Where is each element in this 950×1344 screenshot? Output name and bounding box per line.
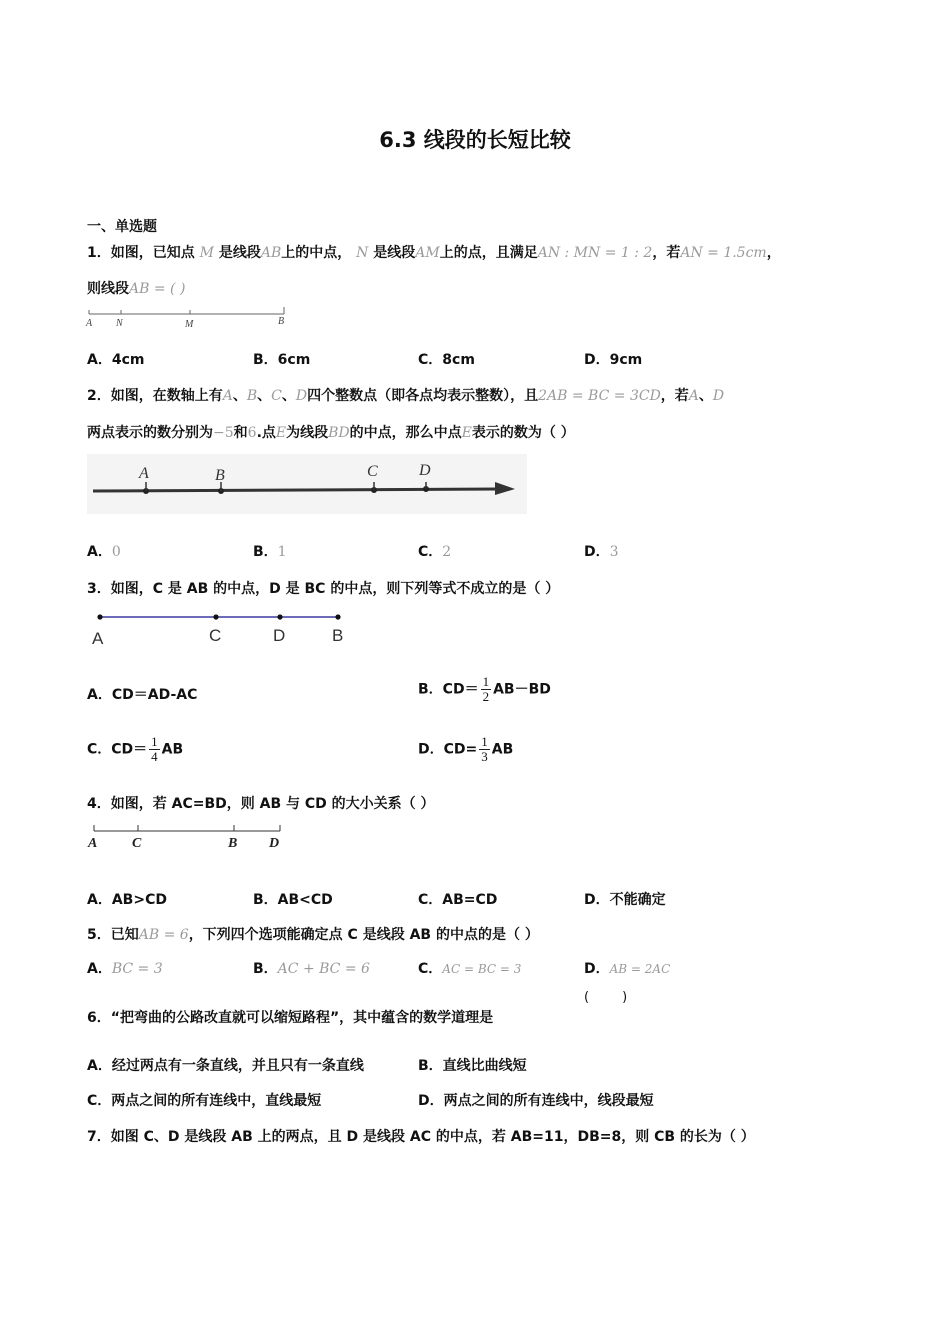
question-2-number-line <box>87 454 527 514</box>
figure-4-label-b: B <box>228 836 238 851</box>
figure-4-label-a: A <box>88 836 98 851</box>
question-1-text-cont: 则线段AB = ( ) <box>87 281 186 297</box>
question-6-option-a[interactable]: A．经过两点有一条直线，并且只有一条直线 <box>87 1058 364 1074</box>
figure-1-label-m: M <box>185 319 194 330</box>
number-line-label-d: D <box>419 462 431 479</box>
question-5-option-a[interactable]: A．BC = 3 <box>87 961 163 977</box>
question-4-option-c[interactable]: C．AB=CD <box>418 892 498 908</box>
question-2-text: 2．如图，在数轴上有A、B、C、D四个整数点（即各点均表示整数），且2AB = BC = 3CD，若A、D <box>87 388 725 404</box>
question-5-text: 5．已知AB = 6，下列四个选项能确定点 C 是线段 AB 的中点的是（ ） <box>87 927 539 943</box>
page-title: 6.3 线段的长短比较 <box>379 128 571 152</box>
question-4-option-b[interactable]: B．AB<CD <box>253 892 333 908</box>
figure-1-label-a: A <box>86 318 93 329</box>
fraction-half: $\frac{1}{2}$ <box>482 674 490 704</box>
question-3-figure <box>90 608 350 648</box>
question-3-option-b[interactable]: B．CD＝ $\frac{1}{2}$ AB－BD <box>418 674 551 704</box>
question-3-text: 3．如图，C 是 AB 的中点，D 是 BC 的中点，则下列等式不成立的是（ ） <box>87 581 560 597</box>
question-6-option-b[interactable]: B．直线比曲线短 <box>418 1058 527 1074</box>
figure-1-label-b: B <box>278 316 285 327</box>
question-3-option-c[interactable]: C．CD＝ $\frac{1}{4}$ AB <box>87 734 184 764</box>
question-4-text: 4．如图，若 AC=BD，则 AB 与 CD 的大小关系（ ） <box>87 796 435 812</box>
question-4-figure <box>88 822 298 852</box>
question-1-figure <box>86 305 296 331</box>
question-6-option-d[interactable]: D．两点之间的所有连线中，线段最短 <box>418 1093 654 1109</box>
figure-3-label-b: B <box>332 626 344 645</box>
question-1-text: 1．如图，已知点 M 是线段AB上的中点， N 是线段AM上的点，且满足AN : MN = 1 : 2，若AN = 1.5cm， <box>87 245 781 261</box>
question-5-option-d[interactable]: D．AB = 2AC <box>584 961 671 977</box>
question-3-option-a[interactable]: A．CD＝AD-AC <box>87 687 198 703</box>
question-5-option-c[interactable]: C．AC = BC = 3 <box>418 961 522 977</box>
figure-1-label-n: N <box>116 318 123 329</box>
question-6-text: 6．“把弯曲的公路改直就可以缩短路程”，其中蕴含的数学道理是 <box>87 1010 494 1026</box>
question-4-option-d[interactable]: D．不能确定 <box>584 892 666 908</box>
number-line-label-c: C <box>367 463 378 480</box>
question-2-option-c[interactable]: C．2 <box>418 544 452 560</box>
question-1-option-d[interactable]: D．9cm <box>584 352 643 368</box>
question-2-option-b[interactable]: B．1 <box>253 544 287 560</box>
question-1-option-b[interactable]: B．6cm <box>253 352 311 368</box>
section-heading: 一、单选题 <box>87 219 157 235</box>
question-2-option-a[interactable]: A．0 <box>87 544 121 560</box>
question-1-option-c[interactable]: C．8cm <box>418 352 475 368</box>
number-line-label-b: B <box>215 467 225 484</box>
question-3-option-d[interactable]: D．CD= $\frac{1}{3}$ AB <box>418 734 514 764</box>
question-6-answer-paren: ( ) <box>584 990 628 1005</box>
figure-3-label-a: A <box>92 629 104 648</box>
number-line-label-a: A <box>139 465 149 482</box>
question-2-option-d[interactable]: D．3 <box>584 544 619 560</box>
fraction-third: $\frac{1}{3}$ <box>481 734 488 764</box>
question-6-option-c[interactable]: C．两点之间的所有连线中，直线最短 <box>87 1093 322 1109</box>
figure-3-label-d: D <box>273 626 286 645</box>
figure-3-label-c: C <box>209 626 222 645</box>
figure-4-label-d: D <box>269 836 280 851</box>
figure-4-label-c: C <box>132 836 142 851</box>
fraction-quarter: $\frac{1}{4}$ <box>151 734 158 764</box>
question-4-option-a[interactable]: A．AB>CD <box>87 892 167 908</box>
question-5-option-b[interactable]: B．AC + BC = 6 <box>253 961 370 977</box>
question-7-text: 7．如图 C、D 是线段 AB 上的两点，且 D 是线段 AC 的中点，若 AB=11，DB=8，则 CB 的长为（ ） <box>87 1129 755 1145</box>
question-1-option-a[interactable]: A．4cm <box>87 352 145 368</box>
question-2-text-cont: 两点表示的数分别为−5和6.点E为线段BD的中点，那么中点E表示的数为（ ） <box>87 425 575 441</box>
